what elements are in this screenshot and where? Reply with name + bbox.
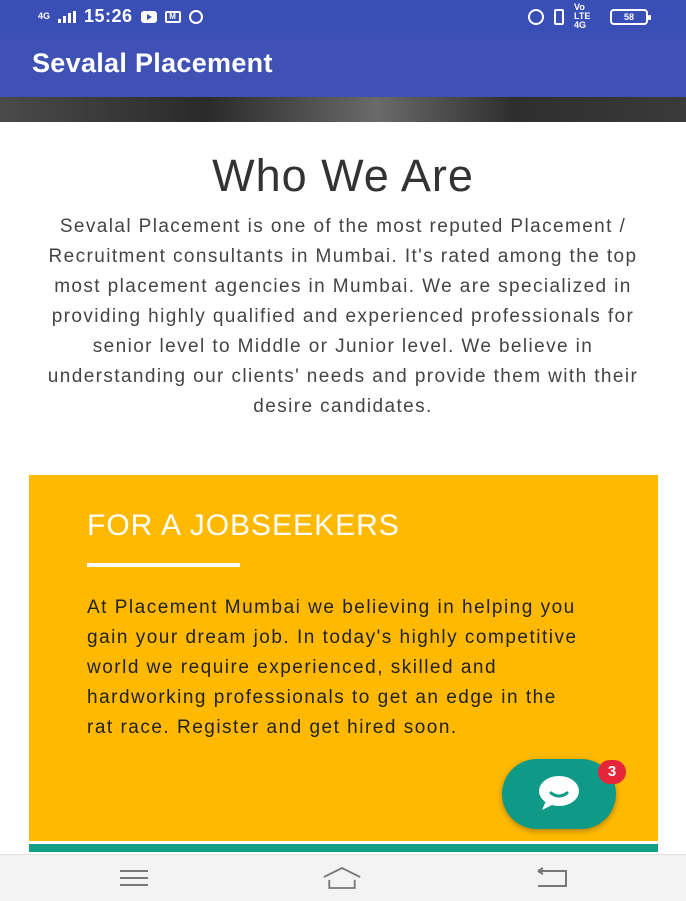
vibrate-icon xyxy=(554,9,564,25)
network-lte-label: Vo LTE 4G xyxy=(574,2,591,30)
chat-bubble-icon xyxy=(536,774,582,812)
jobseekers-title: FOR A JOBSEEKERS xyxy=(87,509,400,542)
whatsapp-icon xyxy=(189,10,203,24)
menu-button[interactable] xyxy=(114,863,154,893)
home-icon xyxy=(322,865,362,891)
header-image-strip xyxy=(0,97,686,122)
network-type-label: 4G xyxy=(38,11,51,21)
system-nav-bar xyxy=(0,854,686,901)
jobseekers-text: At Placement Mumbai we believing in helping you gain your dream job. In today's highly competitive world we require experienced, skilled and hardworking professionals to get an edge in the rat race. Register and get hired soon. xyxy=(87,597,578,738)
youtube-icon xyxy=(141,11,157,23)
main-content[interactable] xyxy=(0,122,686,854)
mail-icon: M xyxy=(165,11,181,23)
app-title: Sevalal Placement xyxy=(32,48,273,78)
status-time: 15:26 xyxy=(84,6,133,26)
back-button[interactable] xyxy=(532,863,572,893)
menu-icon xyxy=(118,868,150,888)
chat-unread-badge: 3 xyxy=(598,760,626,784)
title-underline xyxy=(87,563,240,567)
battery-level: 58 xyxy=(623,11,634,22)
next-card-edge xyxy=(29,844,658,852)
alarm-icon xyxy=(528,9,544,25)
app-bar xyxy=(0,33,686,97)
intro-paragraph: Sevalal Placement is one of the most reputed Placement / Recruitment consultants in Mumbai. It's rated among the top most placement agencies in Mumbai. We are specialized in providing highly qualified and experienced professionals for senior level to Middle or Junior level. We believe in understanding our clients' needs and provide them with their desire candidates. xyxy=(47,216,639,417)
home-button[interactable] xyxy=(322,863,362,893)
status-bar xyxy=(0,0,686,33)
section-heading: Who We Are xyxy=(212,150,474,201)
back-icon xyxy=(534,867,570,889)
battery-icon xyxy=(610,9,648,25)
signal-icon xyxy=(58,11,76,23)
